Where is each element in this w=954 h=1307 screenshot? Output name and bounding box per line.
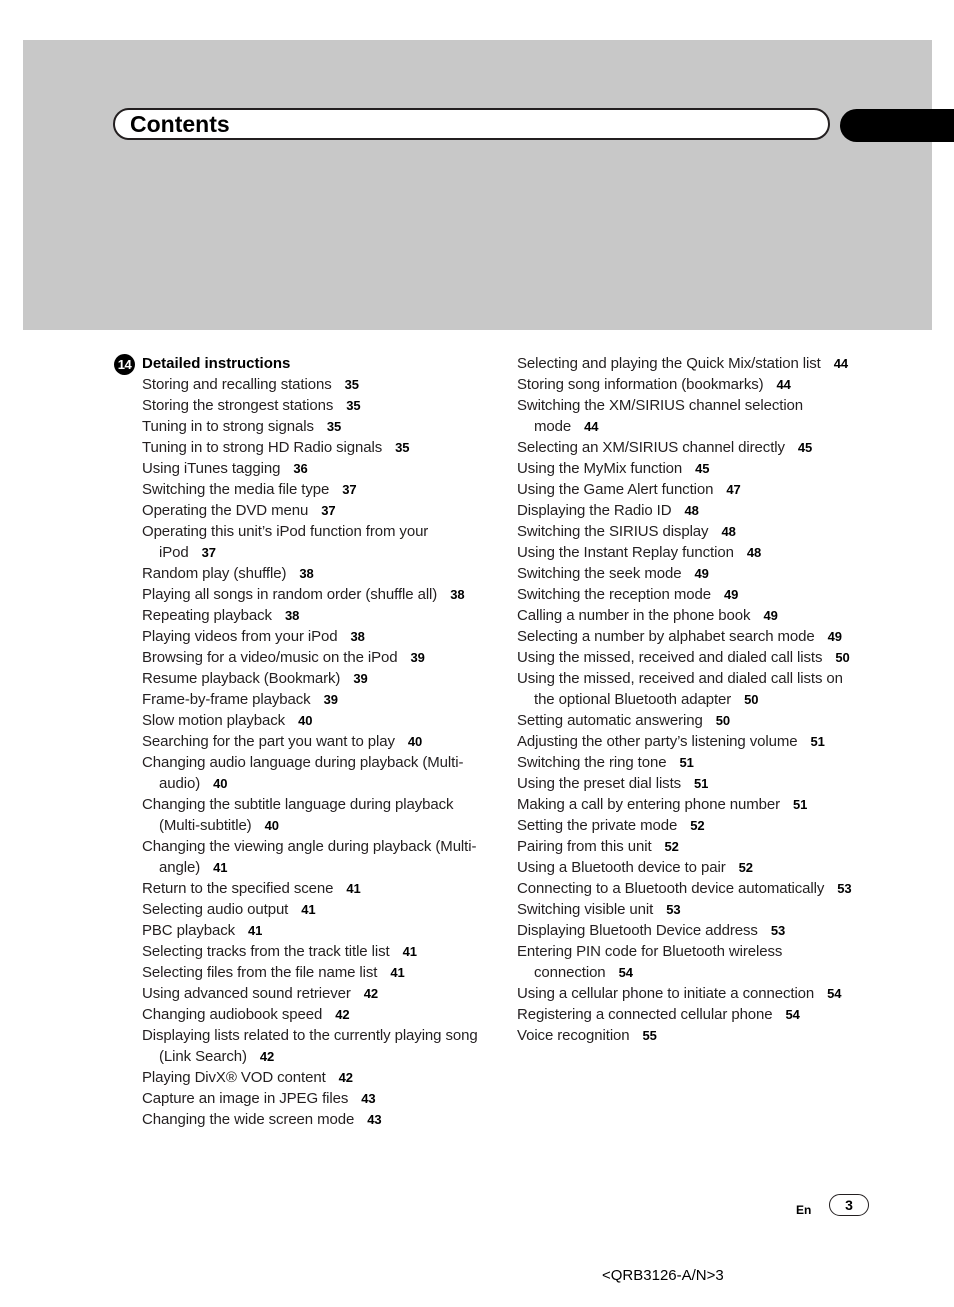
toc-entry-title: Using the Instant Replay function — [517, 544, 734, 561]
toc-entry[interactable] — [517, 710, 857, 731]
toc-entry-title: Changing audiobook speed — [142, 1006, 323, 1023]
toc-entry[interactable] — [517, 1025, 857, 1046]
toc-entry[interactable] — [517, 563, 857, 584]
section-title: Detailed instructions — [142, 355, 291, 372]
toc-entry[interactable] — [142, 437, 482, 458]
toc-entry-page: 51 — [793, 797, 808, 812]
toc-entry-title: Frame-by-frame playback — [142, 691, 311, 708]
toc-entry[interactable] — [517, 899, 857, 920]
section-tab — [840, 109, 954, 142]
toc-entry-page: 43 — [361, 1091, 376, 1106]
toc-entry[interactable] — [142, 689, 482, 710]
toc-entry-page: 50 — [744, 692, 759, 707]
toc-entry[interactable] — [142, 1109, 482, 1130]
toc-entry-page: 37 — [342, 482, 357, 497]
toc-entry-page: 39 — [323, 692, 338, 707]
toc-entry-page: 51 — [810, 734, 825, 749]
toc-entry[interactable] — [142, 374, 482, 395]
language-label: En — [796, 1203, 812, 1217]
toc-entry[interactable] — [142, 626, 482, 647]
toc-entry-title: Selecting audio output — [142, 901, 289, 918]
toc-entry-page: 49 — [827, 629, 842, 644]
toc-entry-page: 54 — [827, 986, 842, 1001]
toc-entry-page: 38 — [299, 566, 314, 581]
toc-entry-page: 49 — [763, 608, 778, 623]
toc-entry-page: 51 — [694, 776, 709, 791]
toc-entry-page: 48 — [684, 503, 699, 518]
toc-entry-title: Pairing from this unit — [517, 838, 652, 855]
toc-entry-page: 45 — [695, 461, 710, 476]
toc-entry-page: 43 — [367, 1112, 382, 1127]
toc-entry-page: 55 — [642, 1028, 657, 1043]
toc-entry-title: Entering PIN code for Bluetooth wireless connection — [517, 943, 783, 981]
toc-entry-title: Displaying lists related to the currently playing song (Link Search) — [142, 1027, 478, 1065]
toc-entry-title: Using the Game Alert function — [517, 481, 714, 498]
toc-entry-title: Searching for the part you want to play — [142, 733, 395, 750]
toc-entry-page: 37 — [201, 545, 216, 560]
toc-entry-title: Tuning in to strong HD Radio signals — [142, 439, 383, 456]
toc-entry-page: 49 — [694, 566, 709, 581]
toc-entry-page: 35 — [395, 440, 410, 455]
toc-entry-title: Storing the strongest stations — [142, 397, 334, 414]
toc-entry-title: Switching the seek mode — [517, 565, 682, 582]
toc-entry-title: Playing DivX® VOD content — [142, 1069, 326, 1086]
toc-entry-page: 40 — [407, 734, 423, 749]
toc-entry-title: Switching the SIRIUS display — [517, 523, 709, 540]
toc-entry[interactable] — [142, 752, 482, 794]
toc-entry[interactable] — [142, 710, 482, 731]
toc-entry-page: 41 — [248, 923, 263, 938]
toc-entry-page: 54 — [785, 1007, 800, 1022]
toc-entry[interactable] — [517, 773, 857, 794]
toc-entry[interactable] — [517, 374, 857, 395]
toc-entry[interactable] — [142, 878, 482, 899]
toc-entry-page: 42 — [363, 986, 379, 1001]
toc-entry-title: Operating the DVD menu — [142, 502, 309, 519]
toc-entry[interactable] — [517, 920, 857, 941]
toc-entry-page: 36 — [293, 461, 308, 476]
page-title: Contents — [130, 111, 230, 137]
toc-entry-page: 41 — [346, 881, 361, 896]
document-code: <QRB3126-A/N>3 — [602, 1267, 724, 1284]
toc-entry-title: Using the missed, received and dialed call lists on the optional Bluetooth adapter — [517, 670, 843, 708]
toc-entry-title: Playing all songs in random order (shuffle all) — [142, 586, 438, 603]
toc-entry-title: Changing audio language during playback (Multi-audio) — [142, 754, 464, 792]
toc-entry-title: Using a cellular phone to initiate a connection — [517, 985, 815, 1002]
toc-entry-page: 49 — [723, 587, 739, 602]
toc-entry[interactable] — [517, 458, 857, 479]
toc-entry[interactable] — [517, 395, 857, 437]
toc-entry-title: Switching the ring tone — [517, 754, 667, 771]
toc-entry-title: Storing song information (bookmarks) — [517, 376, 764, 393]
toc-entry[interactable] — [142, 668, 482, 689]
toc-entry[interactable] — [517, 605, 857, 626]
toc-entry-title: Capture an image in JPEG files — [142, 1090, 349, 1107]
toc-entry[interactable] — [142, 479, 482, 500]
toc-entry-page: 52 — [738, 860, 753, 875]
toc-entry[interactable] — [517, 941, 857, 983]
toc-entry-title: Storing and recalling stations — [142, 376, 332, 393]
toc-entry-title: Displaying Bluetooth Device address — [517, 922, 758, 939]
toc-left-list — [142, 374, 482, 1130]
toc-entry-title: Setting automatic answering — [517, 712, 703, 729]
toc-entry-title: Selecting a number by alphabet search mode — [517, 628, 815, 645]
toc-entry-page: 35 — [326, 419, 342, 434]
toc-entry-title: PBC playback — [142, 922, 236, 939]
toc-entry[interactable] — [517, 479, 857, 500]
toc-entry-title: Making a call by entering phone number — [517, 796, 781, 813]
toc-entry-page: 39 — [353, 671, 368, 686]
toc-entry-title: Resume playback (Bookmark) — [142, 670, 341, 687]
toc-entry-page: 53 — [666, 902, 681, 917]
toc-entry-title: Adjusting the other party’s listening volume — [517, 733, 798, 750]
toc-entry-page: 35 — [346, 398, 361, 413]
toc-entry[interactable] — [142, 1067, 482, 1088]
toc-entry-page: 40 — [264, 818, 279, 833]
toc-entry[interactable] — [142, 899, 482, 920]
toc-entry-page: 47 — [726, 482, 741, 497]
toc-entry-page: 48 — [746, 545, 762, 560]
toc-entry[interactable] — [517, 983, 857, 1004]
toc-entry[interactable] — [517, 1004, 857, 1025]
toc-entry-page: 54 — [618, 965, 633, 980]
toc-entry[interactable] — [142, 584, 482, 605]
toc-entry-page: 51 — [679, 755, 694, 770]
toc-entry[interactable] — [142, 605, 482, 626]
toc-entry-page: 50 — [715, 713, 731, 728]
toc-entry-title: Using a Bluetooth device to pair — [517, 859, 726, 876]
toc-entry[interactable] — [517, 353, 857, 374]
toc-entry-page: 44 — [776, 377, 791, 392]
toc-entry-page: 42 — [335, 1007, 350, 1022]
toc-entry-page: 44 — [833, 356, 848, 371]
toc-entry[interactable] — [142, 794, 482, 836]
toc-entry[interactable] — [517, 626, 857, 647]
toc-entry[interactable] — [142, 1025, 482, 1067]
toc-entry[interactable] — [517, 878, 857, 899]
toc-entry-page: 35 — [344, 377, 359, 392]
toc-entry[interactable] — [517, 731, 857, 752]
toc-entry[interactable] — [142, 941, 482, 962]
toc-entry-title: Selecting and playing the Quick Mix/station list — [517, 355, 821, 372]
toc-entry-page: 52 — [664, 839, 679, 854]
toc-entry-page: 44 — [584, 419, 599, 434]
toc-entry-page: 40 — [298, 713, 313, 728]
toc-entry[interactable] — [517, 794, 857, 815]
toc-entry-page: 52 — [690, 818, 705, 833]
toc-entry-page: 37 — [321, 503, 336, 518]
toc-entry[interactable] — [142, 731, 482, 752]
toc-entry-title: Switching the media file type — [142, 481, 330, 498]
toc-entry[interactable] — [517, 542, 857, 563]
toc-entry[interactable] — [142, 500, 482, 521]
toc-entry-page: 41 — [402, 944, 417, 959]
page-number: 3 — [829, 1194, 869, 1216]
toc-entry[interactable] — [517, 584, 857, 605]
toc-left-column — [142, 353, 482, 1130]
section-number-badge: 14 — [114, 354, 135, 375]
toc-entry-title: Switching the XM/SIRIUS channel selection mode — [517, 397, 804, 435]
toc-entry[interactable] — [142, 647, 482, 668]
toc-entry[interactable] — [142, 521, 482, 563]
toc-entry[interactable] — [517, 647, 857, 668]
toc-entry-page: 41 — [213, 860, 228, 875]
toc-entry[interactable] — [517, 752, 857, 773]
toc-entry-title: Using the preset dial lists — [517, 775, 682, 792]
toc-entry-title: Selecting files from the file name list — [142, 964, 378, 981]
toc-entry[interactable] — [517, 668, 857, 710]
toc-entry[interactable] — [142, 1004, 482, 1025]
toc-entry[interactable] — [517, 857, 857, 878]
toc-entry[interactable] — [517, 521, 857, 542]
toc-entry[interactable] — [517, 836, 857, 857]
toc-entry-title: Changing the wide screen mode — [142, 1111, 355, 1128]
toc-entry[interactable] — [517, 815, 857, 836]
toc-entry[interactable] — [142, 962, 482, 983]
toc-entry-title: Calling a number in the phone book — [517, 607, 751, 624]
toc-entry-title: Registering a connected cellular phone — [517, 1006, 773, 1023]
toc-entry-title: Selecting an XM/SIRIUS channel directly — [517, 439, 785, 456]
toc-entry-page: 42 — [338, 1070, 353, 1085]
toc-entry-page: 39 — [410, 650, 425, 665]
toc-entry[interactable] — [517, 437, 857, 458]
toc-entry-page: 53 — [770, 923, 786, 938]
toc-entry-page: 41 — [390, 965, 405, 980]
toc-entry-title: Using advanced sound retriever — [142, 985, 351, 1002]
header-band — [23, 40, 932, 330]
toc-entry-page: 53 — [837, 881, 852, 896]
toc-right-list — [517, 353, 857, 1046]
toc-entry-title: Repeating playback — [142, 607, 272, 624]
toc-entry-page: 41 — [301, 902, 316, 917]
toc-entry-page: 40 — [213, 776, 228, 791]
toc-entry-title: Using the missed, received and dialed call lists — [517, 649, 823, 666]
toc-entry[interactable] — [142, 983, 482, 1004]
toc-entry[interactable] — [517, 500, 857, 521]
toc-entry-title: Setting the private mode — [517, 817, 678, 834]
toc-entry[interactable] — [142, 920, 482, 941]
toc-entry-title: Using the MyMix function — [517, 460, 683, 477]
toc-entry-title: Playing videos from your iPod — [142, 628, 338, 645]
toc-entry-title: Voice recognition — [517, 1027, 630, 1044]
toc-entry-page: 48 — [721, 524, 736, 539]
toc-entry-title: Tuning in to strong signals — [142, 418, 314, 435]
toc-entry-title: Connecting to a Bluetooth device automatically — [517, 880, 825, 897]
toc-entry-page: 38 — [350, 629, 365, 644]
toc-entry-page: 45 — [797, 440, 813, 455]
toc-entry[interactable] — [142, 458, 482, 479]
toc-right-column — [517, 353, 857, 1046]
toc-entry-title: Displaying the Radio ID — [517, 502, 672, 519]
toc-entry-page: 42 — [259, 1049, 275, 1064]
toc-entry-title: Using iTunes tagging — [142, 460, 281, 477]
toc-entry-title: Switching the reception mode — [517, 586, 711, 603]
toc-entry[interactable] — [142, 836, 482, 878]
toc-entry[interactable] — [142, 563, 482, 584]
toc-entry-page: 38 — [450, 587, 465, 602]
toc-entry-title: Changing the subtitle language during playback (Multi-subtitle) — [142, 796, 454, 834]
toc-entry-title: Operating this unit’s iPod function from your iPod — [142, 523, 429, 561]
toc-entry-page: 50 — [835, 650, 850, 665]
toc-entry-title: Changing the viewing angle during playback (Multi-angle) — [142, 838, 477, 876]
toc-entry-title: Switching visible unit — [517, 901, 654, 918]
toc-entry-title: Browsing for a video/music on the iPod — [142, 649, 398, 666]
toc-entry-title: Random play (shuffle) — [142, 565, 287, 582]
toc-entry[interactable] — [142, 395, 482, 416]
toc-entry-title: Selecting tracks from the track title list — [142, 943, 390, 960]
toc-entry-page: 38 — [284, 608, 300, 623]
toc-entry-title: Return to the specified scene — [142, 880, 334, 897]
toc-entry[interactable] — [142, 416, 482, 437]
toc-entry[interactable] — [142, 1088, 482, 1109]
toc-entry-title: Slow motion playback — [142, 712, 286, 729]
